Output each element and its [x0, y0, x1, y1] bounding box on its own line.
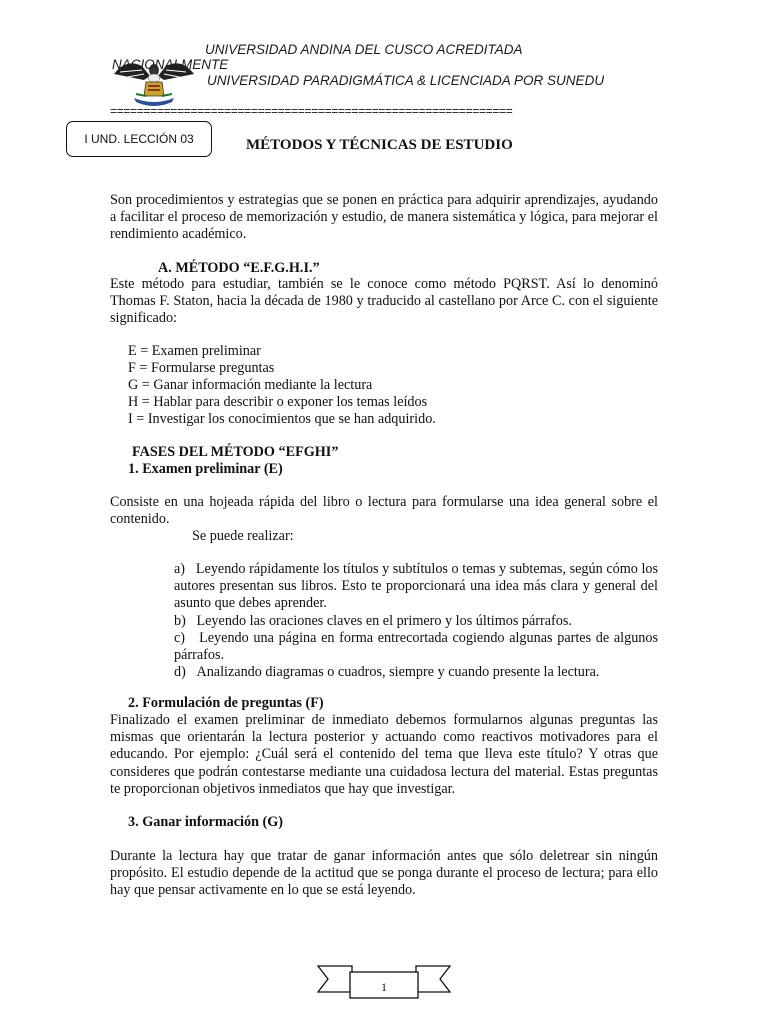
efghi-item: G = Ganar información mediante la lectura	[128, 377, 373, 393]
phase-1-subtext: Se puede realizar:	[192, 528, 294, 544]
list-item-label: b)	[174, 612, 186, 629]
list-item-text: Analizando diagramas o cuadros, siempre y cuando presente la lectura.	[196, 664, 600, 681]
list-item	[174, 561, 658, 613]
header-line-3: UNIVERSIDAD PARADIGMÁTICA & LICENCIADA POR SUNEDU	[207, 73, 605, 88]
header-line-2: NACIONALMENTE	[112, 57, 229, 72]
phase-3-text: Durante la lectura hay que tratar de ganar información antes que sólo deletrear sin ningún propósito. El estudio depende de la actitud que se ponga durante el proceso de lectura; para ello hay que pensar activamente en lo que se está leyendo.	[110, 848, 658, 899]
page-number: 1	[381, 980, 387, 994]
list-item	[174, 664, 658, 681]
list-item	[174, 613, 658, 630]
phase-1-heading: 1. Examen preliminar (E)	[128, 461, 283, 477]
phases-heading: FASES DEL MÉTODO “EFGHI”	[132, 444, 339, 460]
list-item-label: c)	[174, 629, 186, 646]
efghi-item: F = Formularse preguntas	[128, 360, 275, 376]
efghi-item: H = Hablar para describir o exponer los temas leídos	[128, 394, 428, 410]
list-item-label: a)	[174, 561, 186, 577]
list-item-text: Leyendo una página en forma entrecortada cogiendo algunas partes de algunos párrafos.	[174, 629, 658, 664]
page-number-ribbon	[316, 962, 452, 1000]
header-separator: ============================================================	[110, 104, 513, 118]
efghi-item: E = Examen preliminar	[128, 343, 261, 359]
phase-2-text: Finalizado el examen preliminar de inmediato debemos formularnos algunas preguntas las mismas que orientarán la lectura posterior y actuando como reactivos motivadores para el educando. Por ejemplo: ¿Cuál será el contenido del tema que lleva este título? Y otras que consideres que podrán contestarse mediante una cuidadosa lectura del material. Estas preguntas te proporcionan objetivos inmediatos que hay que investigar.	[110, 712, 658, 797]
phase-3-heading: 3. Ganar información (G)	[128, 814, 284, 830]
phase-1-text: Consiste en una hojeada rápida del libro o lectura para formularse una idea general sobre el contenido.	[110, 494, 658, 528]
list-item-text: Leyendo rápidamente los títulos y subtítulos o temas y subtemas, según cómo los autores presentan sus libros. Esto te proporcionará una idea más clara y general del asunto que debes aprender.	[174, 561, 658, 612]
lesson-tag: I UND. LECCIÓN 03	[66, 121, 212, 157]
efghi-item: I = Investigar los conocimientos que se han adquirido.	[128, 411, 436, 427]
phase-2-heading: 2. Formulación de preguntas (F)	[128, 695, 324, 711]
header-line-1: UNIVERSIDAD ANDINA DEL CUSCO ACREDITADA	[205, 42, 523, 57]
phase-1-list	[174, 561, 658, 681]
section-a-heading: A. MÉTODO “E.F.G.H.I.”	[158, 260, 320, 276]
list-item-label: d)	[174, 664, 186, 681]
list-item	[174, 630, 658, 664]
page-title: MÉTODOS Y TÉCNICAS DE ESTUDIO	[246, 137, 513, 153]
intro-paragraph: Son procedimientos y estrategias que se ponen en práctica para adquirir aprendizajes, ayudando a facilitar el proceso de memorización y estudio, de manera sistemática y lógica, para mejorar el rendimiento académico.	[110, 192, 658, 243]
list-item-text: Leyendo las oraciones claves en el primero y los últimos párrafos.	[196, 612, 572, 629]
section-a-text: Este método para estudiar, también se le conoce como método PQRST. Así lo denominó Thomas F. Staton, hacia la década de 1980 y traducido al castellano por Arce C. con el siguiente significado:	[110, 276, 658, 327]
